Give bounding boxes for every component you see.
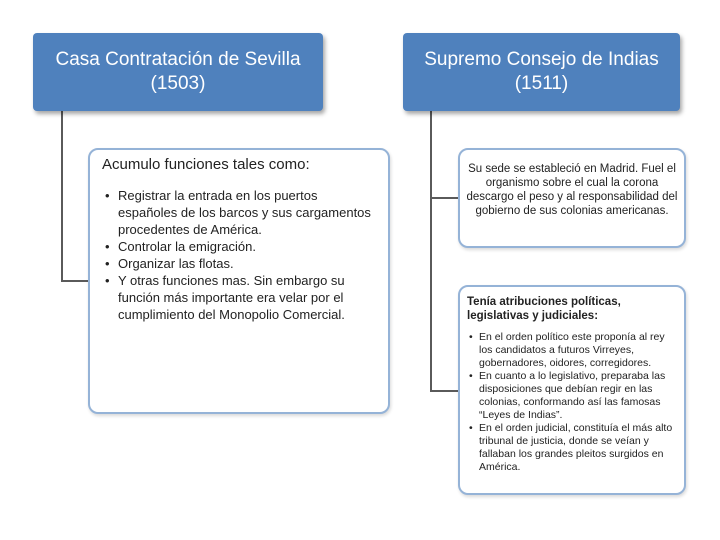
header-casa-contratacion-text: Casa Contratación de Sevilla (1503) (55, 49, 301, 94)
box-consejo-atribuciones (458, 285, 686, 495)
connector-right-horizontal-top (430, 197, 459, 199)
connector-right-vertical (430, 111, 432, 392)
box-casa-funciones-list (102, 187, 376, 323)
list-item: • Controlar la emigración. (118, 238, 376, 255)
connector-right-horizontal-bottom (430, 390, 459, 392)
box-casa-funciones (88, 148, 390, 414)
box-consejo-sede (458, 148, 686, 248)
connector-left-vertical (61, 111, 63, 281)
list-item: • En el orden político este proponía al rey los candidatos a futuros Virreyes, gobernadores, oidores, corregidores. (479, 331, 677, 370)
header-supremo-consejo-text: Supremo Consejo de Indias (1511) (424, 49, 659, 94)
list-item: • En el orden judicial, constituía el más alto tribunal de justicia, donde se veían y fallaban los grandes pleitos surgidos en América. (479, 422, 677, 474)
box-consejo-atribuciones-title: Tenía atribuciones políticas, legislativas y judiciales: (467, 296, 621, 322)
box-consejo-sede-text: Su sede se estableció en Madrid. Fuel el organismo sobre el cual la corona descargo el peso y al responsabilidad del gobierno de sus colonias americanas. (466, 163, 678, 217)
connector-left-horizontal (61, 280, 89, 282)
header-casa-contratacion (33, 33, 323, 111)
header-supremo-consejo (403, 33, 680, 111)
list-item: • Registrar la entrada en los puertos españoles de los barcos y sus cargamentos procedentes de América. (118, 187, 376, 238)
box-consejo-atribuciones-list (467, 331, 677, 474)
list-item: • Y otras funciones mas. Sin embargo su función más importante era velar por el cumplimiento del Monopolio Comercial. (118, 272, 376, 323)
list-item: • En cuanto a lo legislativo, preparaba las disposiciones que debían regir en las colonias, conformando así las famosas “Leyes de Indias”. (479, 370, 677, 422)
list-item: • Organizar las flotas. (118, 255, 376, 272)
box-casa-funciones-title: Acumulo funciones tales como: (102, 156, 310, 173)
